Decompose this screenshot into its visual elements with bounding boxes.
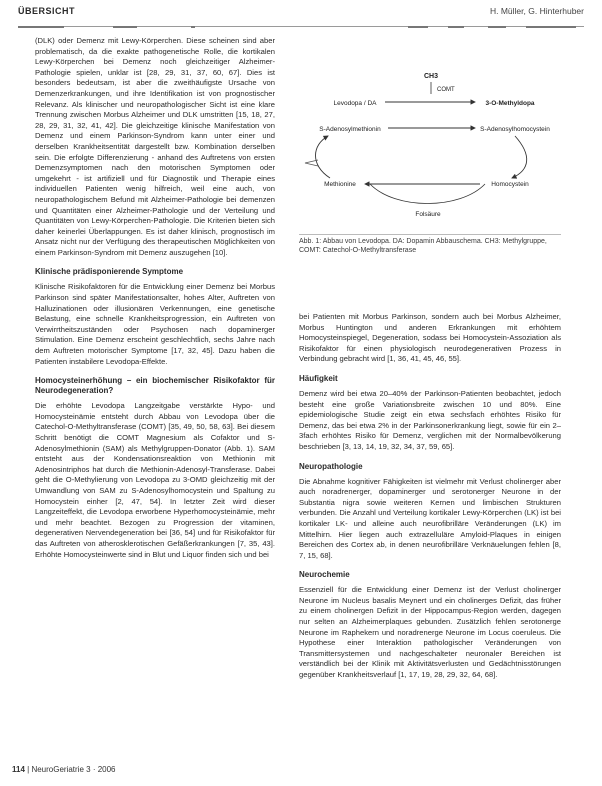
section-heading: Neuropathologie (299, 461, 363, 471)
sah-to-homocysteine-arrow (512, 136, 527, 178)
body-paragraph: Die erhöhte Levodopa Langzeitgabe verstärkte Hypo- und Homocysteinämie entsteht durch Abbau von Levodopa über die Catechol-O-Methyltransferase (COMT) [35, 49, 50, 58, 63]. Bei diesem Schritt benötigt die COMT Magnesium als Cofaktor und S-Adenosylmethionin (SAM) als Methylgruppen-Donator (Abb. 1). SAM entsteht aus der Kondensationsreaktion von Methionin mit Adenosintriphos hat durch die Methionin-Adenosyl-Transferase. Dabei geht die O-Methylierung von Levodopa zu 3-OMD gleichzeitig mit der Umwandlung von SAM zu S-Adenosylhomocystein und Spaltung zu Homocystein einher [2, 47, 54]. In letzter Zeit wird dieser Langzeiteffekt, die Levodopa erworbene Hyperhomocysteinämie, mehr und mehr beachtet. Bezogen zu Progression der vitaminen, degenerativen Nervendegeneration bei [36, 54] und für Risikofaktor für das Auftreten von atherosklerotischen Gefäßerkrankungen [7, 35, 43]. Erhöhte Homocysteinwerte sind in Blut und Liquor finden sich und bei (35, 401, 275, 559)
figure-caption: Abb. 1: Abbau von Levodopa. DA: Dopamin Abbauschema. CH3: Methylgruppe, COMT: Catechol-O-Methyltransferase (299, 238, 547, 254)
sah-label: S-Adenosylhomocystein (480, 126, 550, 133)
header-rule (18, 26, 584, 27)
caption-rule (299, 234, 561, 235)
header-rule-segment (113, 26, 137, 28)
right-column (299, 312, 561, 681)
journal-name: NeuroGeriatrie 3 · 2006 (31, 765, 116, 774)
page-header (18, 6, 584, 20)
diagram-canvas (300, 60, 562, 230)
header-rule-segment (18, 26, 64, 28)
header-rule-segment (526, 26, 576, 28)
header-rule-segment (408, 26, 428, 28)
body-paragraph: Essenziell für die Entwicklung einer Demenz ist der Verlust cholinerger Neurone im Nucleus basalis Meynert und ein cholinerges Defizit, das früher zu einem cholinergen Defizit in der Hippocampus-Region werden, dagegen nur selten an Alzheimerplaques gebunden. Zusätzlich fehlen serotonerge Neurone im Raphekern und noradrenerge Neurone im Locus coeruleus. Die Hypothese einer Interaktion pathologischer Veränderungen von Transmittersystemen und nachgeschalteter neuronaler Bereichen ist verständlich bei der Klinik mit Aktivitätsverlusten und Gedächtnisstörungen gegenüber Krankheitsverlauf [1, 17, 19, 28, 29, 32, 64, 68]. (299, 585, 561, 680)
header-rule-segment (448, 26, 464, 28)
folate-cycle-arc (370, 184, 485, 204)
ch3-label: CH3 (423, 73, 439, 80)
metabolism-diagram (300, 60, 562, 230)
section-heading: Homocysteinerhöhung – ein biochemischer Risikofaktor für Neurodegeneration? (35, 376, 275, 396)
section-heading: Klinische prädisponierende Symptome (35, 267, 184, 277)
folate-label: Folsäure (415, 211, 441, 218)
header-rule-segment (191, 26, 195, 28)
section-heading: Häufigkeit (299, 373, 338, 383)
page-footer (12, 765, 116, 774)
body-paragraph: Demenz wird bei etwa 20–40% der Parkinson-Patienten beobachtet, jedoch besteht eine große Variationsbreite zwischen 10 und 80%. Eine epidemiologische Studie zeigt ein etwa sechsfach erhöhtes Risiko für Demenz, das bei etwa 2% in der Parkinsonerkrankung liegt, sowie für ein 2–3fach erhöhtes Risiko für Demenz, verglichen mit der Normalbevölkerung beschrieben [3, 13, 14, 19, 32, 34, 37, 59, 65]. (299, 388, 561, 451)
sam-label: S-Adenosylmethionin (319, 126, 381, 133)
methionine-to-sam-arrow (316, 136, 331, 178)
comt-label: COMT (437, 87, 455, 93)
body-paragraph: Die Abnahme kognitiver Fähigkeiten ist vielmehr mit Verlust cholinerger aber auch noradrenerger, dopaminerger und serotonerger Neurone in der Substantia nigra sowie weiteren Kernen und limbischen Strukturen verbunden. Die Anzahl und Verteilung kortikaler Lewy-Körperchen (LK) ist bei kortikaler LK- und alleine auch neurofibrilläre Veränderungen (LK) im Mittelhirn. Hier liegen auch extrazelluläre Amyloid-Plaques in einigen Bereichen des Cortex ab, in denen neurofibrilläre Verknäuelungen fehlen [8, 7, 15, 68]. (299, 476, 561, 560)
section-label: ÜBERSICHT (18, 6, 76, 16)
body-paragraph: bei Patienten mit Morbus Parkinson, sondern auch bei Morbus Alzheimer, Morbus Huntington und anderen Erkrankungen mit erhöhtem Homocysteinspiegel, Degeneration, sodass bei Homocystein-Assoziation als Risikofaktor für einen physiologisch neurodegenerativen Prozess in Verbindung gebracht wird [1, 36, 41, 45, 46, 55]. (299, 312, 561, 364)
footer-divider: | (27, 765, 32, 774)
body-paragraph: (DLK) oder Demenz mit Lewy-Körperchen. Diese scheinen sind aber problematisch, da die exakte pathogenetische Rolle, die kortikalen Lewy-Körperchen bei Demenz noch gleichzeitiger Alzheimer-Pathologie spielen, unklar ist [28, 29, 31, 37, 60, 67]. Dies ist besonders bedeutsam, ist aber die zweithäufigste Ursache von Demenzerkrankungen, und ihre Identifikation ist von prognostischer Relevanz. Als klinischer und neuropathologischer Sicht ist eine klare Trennung zwischen Morbus Alzheimer und DLK umstritten [15, 18, 27, 28, 29, 31, 32, 41, 42]. Die gleichzeitige klinische Manifestation von Demenz und einem Parkinson-Syndrom kann unter einer und derselben Krankheitsentität dargestellt bzw. Kombination derselben sein. Die erfolgte Differenzierung - anhand des Auftretens von ersten Demenzsymptomen nach den motorischen Symptomen oder umgekehrt - ist artifiziell und für Diagnostik und Therapie eines individuellen Patienten wenig hilfreich, weil eine auch, von neuropathologischem Befund mit Alzheimer-Pathologie bei demenzen und Quantitäten einer Alzheimer-Pathologie und der Verteilung und Quantitäten von Lewy-Körperchen-Pathologie. Die Kriterien bieten sich daher keinerlei Überlappungen. Es ist daher klinisch, prognostisch im Ansatz nicht nur der Verfügung des therapeutischen Möglichkeiten von einem Parkinson-Syndrom mit Demenz auszugehen [10]. (35, 36, 275, 257)
section-heading: Neurochemie (299, 570, 350, 580)
header-rule-segment (488, 26, 506, 28)
body-paragraph: Klinische Risikofaktoren für die Entwicklung einer Demenz bei Morbus Parkinson sind später Manifestationsalter, hohes Alter, Auftreten von Halluzinationen oder illusionären Verkennungen, eine genetische Belastung, eine schnelle Krankheitsprogression, ein Auftreten von Verwirrtheitszuständen oder Psychosen nach dopaminerger Stimulation. Eine Demenz erscheint geschlechtlich, sechs Jahre nach dem Auftreten motorischer Symptome [17, 32, 45]. Dazu haben die Patienten instabilere Levodopa-Effekte. (35, 282, 275, 366)
methionine-label: Methionine (324, 181, 356, 188)
omd-label: 3-O-Methyldopa (485, 100, 535, 107)
homocysteine-label: Homocystein (491, 181, 529, 188)
running-authors: H. Müller, G. Hinterhuber (489, 6, 584, 16)
levodopa-label: Levodopa / DA (333, 100, 377, 107)
left-column (35, 36, 275, 560)
page-number: 114 (12, 765, 25, 774)
